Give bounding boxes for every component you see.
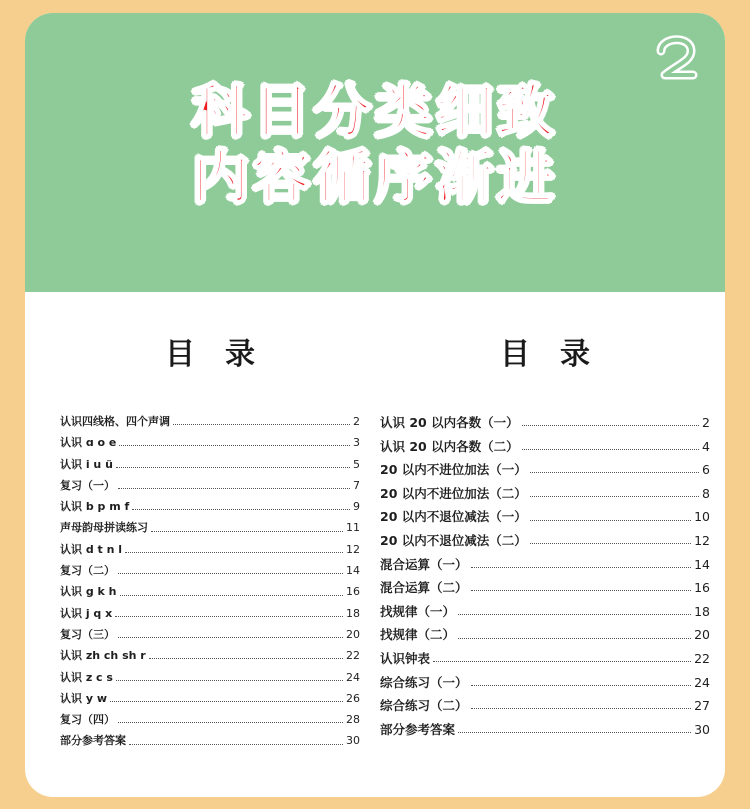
toc-entry-label: 认识 zh ch sh r [60,649,146,663]
badge-number: 2 [647,31,648,32]
toc-entry[interactable] [60,496,360,517]
dot-leader [471,708,692,709]
toc-entry-label: 20 以内不退位减法（二） [380,532,527,548]
toc-entry-label: 认识 z c s [60,670,113,684]
title-line-2: 内容循序渐进 [192,145,558,211]
toc-entry[interactable] [60,688,360,709]
toc-entry-label: 部分参考答案 [60,734,126,748]
toc-list [60,411,360,752]
toc-entry-page: 28 [346,713,360,727]
dot-leader [115,616,343,617]
toc-heading: 目录 [500,337,620,372]
toc-entry[interactable] [60,539,360,560]
toc-entry-label: 部分参考答案 [380,721,456,737]
toc-entry-label: 20 以内不退位减法（一） [380,509,527,525]
dot-leader [116,680,343,681]
toc-list [380,411,710,741]
toc-entry-page: 9 [353,500,360,514]
toc-entry[interactable] [60,411,360,432]
toc-entry[interactable] [60,454,360,475]
toc-entry-page: 2 [353,415,360,428]
toc-entry-label: 认识 b p m f [60,500,130,514]
toc-entry-page: 24 [694,674,710,690]
dot-leader [522,425,699,426]
dot-leader [458,732,691,733]
toc-entry[interactable] [60,432,360,453]
dot-leader [118,573,343,574]
dot-leader [530,520,691,521]
toc-entry-page: 30 [346,734,360,748]
toc-entry-page: 6 [702,462,710,478]
toc-entry-label: 认识 y w [60,691,107,705]
toc-entry[interactable] [380,435,710,459]
toc-entry-page: 16 [694,580,710,596]
dot-leader [151,531,343,532]
toc-entry-label: 认识 20 以内各数（二） [380,438,519,454]
dot-leader [471,590,692,591]
toc-entry-page: 16 [346,585,360,599]
toc-entry[interactable] [380,482,710,506]
toc-entry[interactable] [60,624,360,645]
toc-entry[interactable] [60,645,360,666]
page-title [25,79,725,211]
toc-entry-label: 认识 d t n l [60,542,123,556]
toc-entry-page: 24 [346,670,360,684]
toc-entry[interactable] [60,667,360,688]
toc-entry[interactable] [60,709,360,730]
toc-entry-page: 5 [353,457,360,471]
toc-entry[interactable] [60,603,360,624]
toc-entry-page: 22 [346,649,360,663]
dot-leader [120,595,343,596]
toc-entry[interactable] [380,718,710,742]
toc-entry-label: 20 以内不进位加法（二） [380,485,527,501]
toc-entry-label: 混合运算（一） [380,556,468,572]
toc-entry-page: 11 [346,521,360,535]
dot-leader [530,543,691,544]
dot-leader [119,445,350,446]
toc-entry[interactable] [60,730,360,751]
dot-leader [116,467,350,468]
toc-entry-label: 综合练习（二） [380,698,468,714]
toc-entry-page: 20 [346,627,360,641]
toc-entry[interactable] [60,560,360,581]
toc-heading: 目录 [165,337,285,372]
toc-entry-page: 18 [694,603,710,619]
toc-entry-page: 10 [694,509,710,525]
toc-entry-label: 声母韵母拼读练习 [60,521,148,535]
toc-entry-page: 12 [346,542,360,556]
toc-entry-label: 混合运算（二） [380,580,468,596]
toc-entry[interactable] [380,411,710,435]
toc-entry[interactable] [380,623,710,647]
toc-entry[interactable] [380,694,710,718]
toc-entry[interactable] [60,475,360,496]
toc-entry-page: 22 [694,650,710,666]
dot-leader [522,449,699,450]
toc-entry-label: 认识 ɑ o e [60,436,117,450]
toc-entry[interactable] [380,600,710,624]
dot-leader [173,424,350,425]
title-line-1: 科目分类细致 [192,79,558,145]
pinyin-contents [60,335,360,752]
dot-leader [530,472,699,473]
dot-leader [471,567,692,568]
math-contents [380,335,710,741]
header-banner [25,13,725,292]
toc-entry[interactable] [380,647,710,671]
toc-entry-page: 4 [702,438,710,454]
toc-entry-label: 复习（二） [60,564,115,578]
toc-entry-label: 复习（三） [60,627,115,641]
toc-entry[interactable] [380,529,710,553]
toc-entry-label: 20 以内不进位加法（一） [380,462,527,478]
toc-entry-page: 27 [694,698,710,714]
dot-leader [471,685,692,686]
dot-leader [125,552,343,553]
toc-entry[interactable] [60,581,360,602]
dot-leader [530,496,699,497]
toc-entry[interactable] [380,458,710,482]
toc-entry-page: 14 [694,556,710,572]
toc-entry-page: 3 [353,436,360,450]
toc-entry[interactable] [380,505,710,529]
toc-entry-page: 12 [694,532,710,548]
dot-leader [118,637,343,638]
toc-entry-label: 找规律（一） [380,603,456,619]
toc-entry-label: 认识 g k h [60,585,117,599]
dot-leader [458,638,691,639]
toc-entry-page: 14 [346,564,360,578]
toc-entry[interactable] [380,576,710,600]
dot-leader [118,722,343,723]
dot-leader [458,614,691,615]
toc-entry-page: 2 [702,415,710,430]
toc-entry-label: 认识 i u ü [60,457,113,471]
dot-leader [149,658,343,659]
toc-entry-label: 复习（四） [60,713,115,727]
toc-entry-page: 30 [694,721,710,737]
toc-entry-page: 7 [353,478,360,492]
toc-entry-page: 26 [346,691,360,705]
toc-entry-label: 认识 20 以内各数（一） [380,415,519,430]
toc-entry-label: 认识四线格、四个声调 [60,415,170,428]
page-card [25,13,725,797]
toc-entry[interactable] [380,553,710,577]
dot-leader [132,509,350,510]
toc-entry-page: 20 [694,627,710,643]
dot-leader [118,488,350,489]
dot-leader [110,701,343,702]
dot-leader [433,661,691,662]
toc-entry[interactable] [60,517,360,538]
toc-entry-label: 综合练习（一） [380,674,468,690]
toc-entry-label: 认识 j q x [60,606,113,620]
toc-entry-page: 18 [346,606,360,620]
toc-entry-label: 认识钟表 [380,650,431,666]
toc-entry-label: 找规律（二） [380,627,456,643]
toc-entry-page: 8 [702,485,710,501]
dot-leader [129,744,343,745]
toc-entry[interactable] [380,671,710,695]
toc-entry-label: 复习（一） [60,478,115,492]
